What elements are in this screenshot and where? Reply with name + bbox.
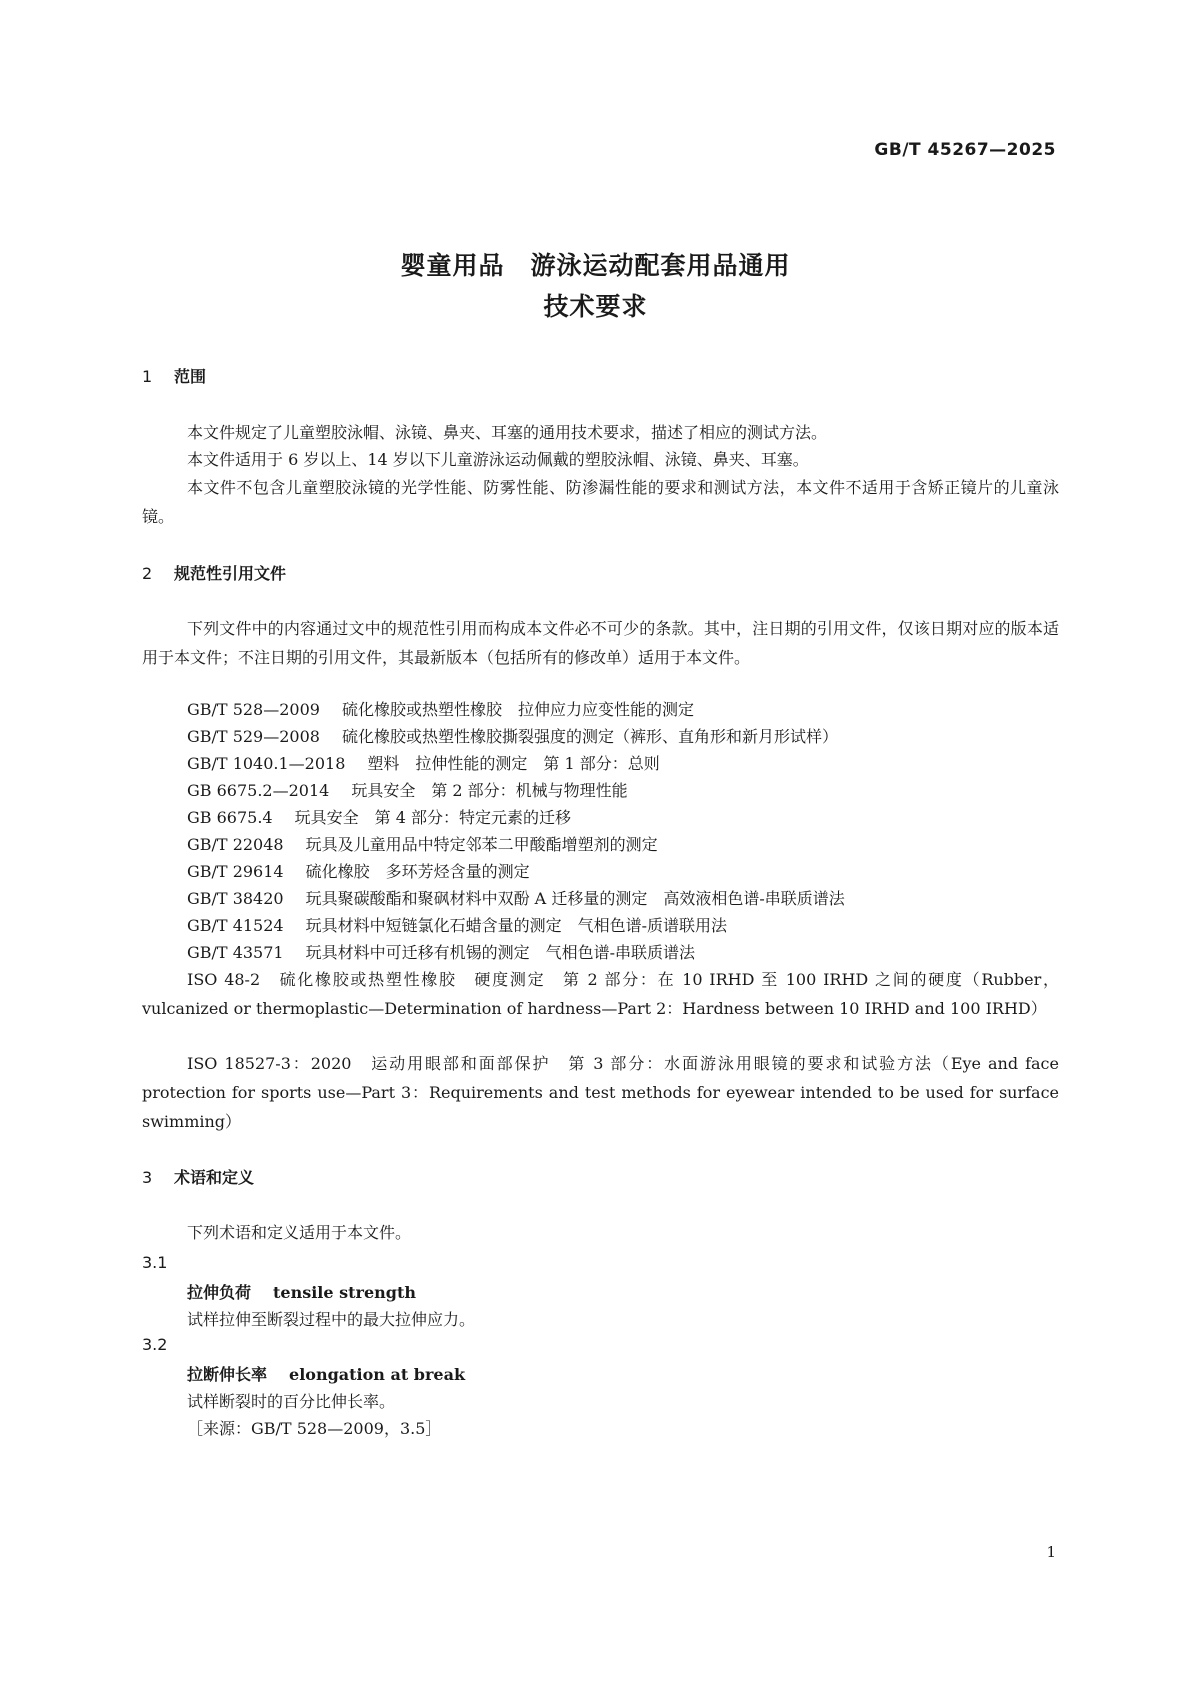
scope-para-2: 本文件适用于 6 岁以上、14 岁以下儿童游泳运动佩戴的塑胶泳帽、泳镜、鼻夹、耳塞。 <box>187 450 809 469</box>
section-number: 3 <box>142 1168 153 1187</box>
section-2-heading <box>142 561 286 584</box>
ref-code: GB/T 38420 <box>187 889 284 908</box>
term-number: 3.2 <box>142 1335 168 1354</box>
ref-item <box>187 857 530 886</box>
ref-item <box>187 884 845 913</box>
ref-name: 玩具材料中可迁移有机锡的测定 气相色谱-串联质谱法 <box>305 943 696 962</box>
ref-iso-48-2: ISO 48-2 硫化橡胶或热塑性橡胶 硬度测定 第 2 部分：在 10 IRHD 至 100 IRHD 之间的硬度（Rubber，vulcanized or thermoplastic—Determination of hardness—Part 2：Hardness between 10 IRHD and 100 IRHD） <box>142 970 1059 1018</box>
ref-item <box>187 749 660 778</box>
term-zh: 拉断伸长率 <box>187 1365 268 1384</box>
ref-name: 硫化橡胶或热塑性橡胶 拉伸应力应变性能的测定 <box>341 700 694 719</box>
section-number: 2 <box>142 564 153 583</box>
ref-code: GB 6675.2—2014 <box>187 781 330 800</box>
doc-title-line2: 技术要求 <box>543 292 648 321</box>
ref-code: GB/T 528—2009 <box>187 700 320 719</box>
ref-name: 硫化橡胶或热塑性橡胶撕裂强度的测定（裤形、直角形和新月形试样） <box>341 727 838 746</box>
ref-item <box>187 776 628 805</box>
section-title: 规范性引用文件 <box>174 564 287 583</box>
ref-item <box>187 938 695 967</box>
ref-code: GB 6675.4 <box>187 808 273 827</box>
ref-item <box>187 911 727 940</box>
scope-para-1: 本文件规定了儿童塑胶泳帽、泳镜、鼻夹、耳塞的通用技术要求，描述了相应的测试方法。 <box>187 423 828 442</box>
ref-code: GB/T 22048 <box>187 835 284 854</box>
ref-code: GB/T 1040.1—2018 <box>187 754 346 773</box>
ref-name: 玩具安全 第 4 部分：特定元素的迁移 <box>294 808 571 827</box>
ref-name: 玩具安全 第 2 部分：机械与物理性能 <box>351 781 628 800</box>
term-en: elongation at break <box>289 1365 466 1384</box>
page-number: 1 <box>1046 1543 1056 1561</box>
ref-name: 玩具及儿童用品中特定邻苯二甲酸酯增塑剂的测定 <box>305 835 658 854</box>
ref-code: GB/T 29614 <box>187 862 284 881</box>
terms-intro: 下列术语和定义适用于本文件。 <box>187 1223 412 1242</box>
standard-number: GB/T 45267—2025 <box>874 140 1056 160</box>
term-en: tensile strength <box>273 1283 416 1302</box>
ref-item <box>187 830 658 859</box>
term-zh: 拉伸负荷 <box>187 1283 252 1302</box>
doc-title-line1: 婴童用品 游泳运动配套用品通用 <box>400 251 791 280</box>
section-number: 1 <box>142 367 153 386</box>
refs-intro: 下列文件中的内容通过文中的规范性引用而构成本文件必不可少的条款。其中，注日期的引用文件，仅该日期对应的版本适用于本文件；不注日期的引用文件，其最新版本（包括所有的修改单）适用于本文件。 <box>142 619 1059 667</box>
term-definition: 试样断裂时的百分比伸长率。 <box>187 1392 396 1411</box>
scope-para-3: 本文件不包含儿童塑胶泳镜的光学性能、防雾性能、防渗漏性能的要求和测试方法，本文件不适用于含矫正镜片的儿童泳镜。 <box>142 478 1059 526</box>
ref-name: 玩具聚碳酸酯和聚砜材料中双酚 A 迁移量的测定 高效液相色谱-串联质谱法 <box>305 889 845 908</box>
term-number: 3.1 <box>142 1253 168 1272</box>
ref-code: GB/T 43571 <box>187 943 284 962</box>
ref-item <box>187 722 838 751</box>
ref-name: 玩具材料中短链氯化石蜡含量的测定 气相色谱-质谱联用法 <box>305 916 728 935</box>
term-source: ［来源：GB/T 528—2009，3.5］ <box>187 1419 442 1438</box>
section-title: 术语和定义 <box>174 1168 255 1187</box>
ref-item <box>187 803 571 832</box>
term-heading <box>187 1280 416 1303</box>
ref-code: GB/T 529—2008 <box>187 727 320 746</box>
ref-name: 硫化橡胶 多环芳烃含量的测定 <box>305 862 530 881</box>
ref-name: 塑料 拉伸性能的测定 第 1 部分：总则 <box>367 754 660 773</box>
term-definition: 试样拉伸至断裂过程中的最大拉伸应力。 <box>187 1310 476 1329</box>
term-heading <box>187 1362 465 1385</box>
section-title: 范围 <box>174 367 207 386</box>
section-1-heading <box>142 364 206 387</box>
ref-code: GB/T 41524 <box>187 916 284 935</box>
ref-item <box>187 695 694 724</box>
ref-iso-18527-3: ISO 18527-3：2020 运动用眼部和面部保护 第 3 部分：水面游泳用眼镜的要求和试验方法（Eye and face protection for sports use—Part 3：Requirements and test methods for eyewear intended to be used for surface swimming） <box>142 1054 1059 1131</box>
section-3-heading <box>142 1165 254 1188</box>
